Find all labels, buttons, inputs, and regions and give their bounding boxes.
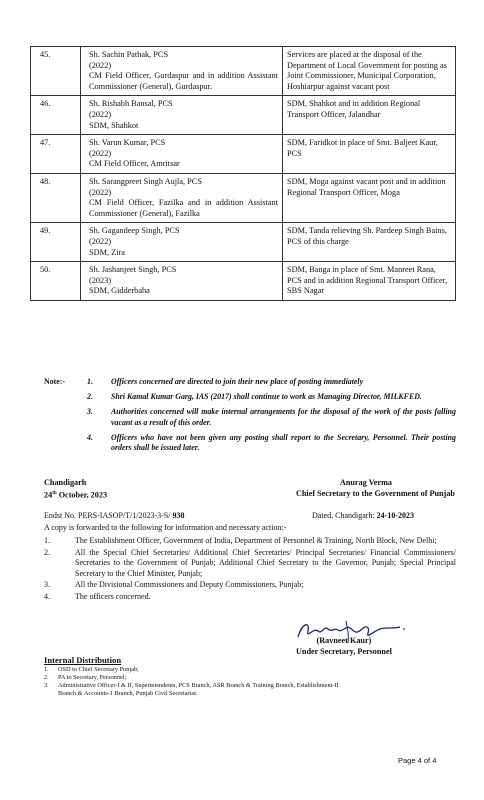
posting-details: SDM, Faridkot in place of Smt. Baljeet Kaur, PCS: [283, 135, 456, 174]
row-number: 45.: [31, 47, 81, 96]
officer-details: [81, 96, 283, 135]
posting-row: [31, 135, 456, 174]
officer-details: [81, 262, 283, 301]
notes-section: [44, 377, 456, 458]
note-number: 4.: [87, 432, 93, 442]
officer-line: SDM, Gidderbaha: [89, 286, 150, 296]
officer-line: (2022): [89, 187, 112, 197]
posting-row: [31, 96, 456, 135]
endst-number: 938: [172, 511, 185, 520]
under-secretary-signoff: [296, 635, 392, 657]
note-label: Note:-: [44, 377, 66, 386]
row-number: 47.: [31, 135, 81, 174]
internal-distribution-heading: Internal Distribution: [44, 655, 122, 665]
note-text: Officers who have not been given any posting shall report to the Secretary, Personnel. Their posting orders shall be issued later.: [111, 432, 456, 453]
officer-line: Sh. Rishabh Bansal, PCS: [89, 99, 173, 109]
posting-details: SDM, Banga in place of Smt. Manreet Rana, PCS and in addition Regional Transport Officer, SBS Nagar: [283, 262, 456, 301]
row-number: 46.: [31, 96, 81, 135]
endorsement-line: [44, 510, 456, 521]
officer-details: [81, 135, 283, 174]
officer-line: Sh. Sarangpreet Singh Aujla, PCS: [89, 176, 202, 186]
page-number: Page 4 of 4: [398, 756, 437, 765]
internal-item: 2. PA to Secretary, Personnel;: [44, 674, 127, 681]
place-date: [44, 477, 107, 501]
officer-line: Sh. Jashanjeet Singh, PCS: [89, 265, 177, 275]
posting-row: [31, 173, 456, 222]
postings-table: [30, 46, 456, 301]
officer-details: [81, 47, 283, 96]
place: Chandigarh: [44, 478, 87, 487]
posting-details: Services are placed at the disposal of the Department of Local Government for posting as Joint Commissioner, Municipal Corporation, Hoshiarpur against vacant post: [283, 47, 456, 96]
note-item: [44, 433, 456, 453]
officer-line: CM Field Officer, Fazilka and in addition Assistant Commissioner (General), Fazilka: [89, 198, 278, 218]
copy-intro: A copy is forwarded to the following for information and necessary action:-: [44, 523, 287, 532]
endst-prefix: Endst No. PERS-IASOP/T/1/2023-3-S/: [44, 511, 173, 520]
posting-details: SDM, Tanda relieving Sh. Pardeep Singh Bains, PCS of this charge: [283, 223, 456, 262]
distribution-item: 2. All the Special Chief Secretaries/ Additional Chief Secretaries/ Principal Secretaries/ Financial Commissioners/ Secretaries to the Government of Punjab; Additional Chief Secretary to the Governor, Punjab; Special Principal Secretary to the Chief Minister, Punjab;: [44, 547, 456, 578]
officer-line: SDM, Shahkot: [89, 120, 139, 130]
officer-line: (2023): [89, 275, 112, 285]
distribution-item: 3. All the Divisional Commissioners and Deputy Commissioners, Punjab;: [44, 580, 304, 589]
officer-line: SDM, Zira: [89, 247, 125, 257]
officer-line: Sh. Sachin Pathak, PCS: [89, 50, 169, 59]
officer-line: Sh. Gagandeep Singh, PCS: [89, 226, 180, 236]
note-text: Officers concerned are directed to join their new place of posting immediately: [111, 377, 364, 386]
officer-line: (2022): [89, 109, 112, 119]
posting-row: [31, 47, 456, 96]
signatory-name: Anurag Verma: [339, 478, 392, 487]
officer-line: CM Field Officer, Gurdaspur and in addition Assistant Commissioner (General), Gurdaspur.: [89, 71, 278, 91]
note-text: Authorities concerned will make internal arrangements for the disposal of the work of the posts falling vacant as a result of this order.: [111, 407, 456, 427]
officer-line: Sh. Varun Kumar, PCS: [89, 138, 166, 148]
signatory-designation: Chief Secretary to the Government of Punjab: [295, 489, 455, 498]
posting-details: SDM, Shahkot and in addition Regional Transport Officer, Jalandhar: [283, 96, 456, 135]
under-secretary-name: (Ravneet Kaur): [316, 636, 372, 645]
row-number: 50.: [31, 262, 81, 301]
internal-item: 1. OSD to Chief Secretary Punjab;: [44, 666, 139, 673]
posting-row: [31, 223, 456, 262]
officer-details: [81, 173, 283, 222]
note-number: 2.: [87, 392, 93, 402]
officer-line: CM Field Officer, Amritsar: [89, 159, 180, 169]
internal-item: 3. Administrative Officer-I & II, Superintendents, PCS Branch, ASR Branch & Training Branch, Establishment-II Branch & Accounts-1 Branch, Punjab Civil Secretariat.: [44, 682, 339, 697]
note-text: Shri Kamal Kumar Garg, IAS (2017) shall continue to work as Managing Director, MILKFED.: [111, 392, 422, 402]
officer-details: [81, 223, 283, 262]
note-number: 1.: [87, 377, 93, 386]
row-number: 48.: [31, 173, 81, 222]
internal-distribution-list: [44, 666, 344, 698]
officer-line: (2022): [89, 148, 112, 158]
row-number: 49.: [31, 223, 81, 262]
note-number: 3.: [87, 407, 93, 417]
distribution-item: 4. The officers concerned.: [44, 591, 151, 601]
endst-dated: Dated, Chandigarh: 24-10-2023: [312, 511, 414, 520]
distribution-list: [44, 536, 456, 603]
distribution-item: 1. The Establishment Officer, Government of India, Department of Personnel & Training, North Block, New Delhi;: [44, 536, 437, 545]
officer-line: (2022): [89, 60, 112, 70]
posting-details: SDM, Moga against vacant post and in addition Regional Transport Officer, Moga: [283, 173, 456, 222]
note-item: [44, 377, 456, 387]
note-item: [44, 407, 456, 427]
note-item: [44, 392, 456, 402]
under-secretary-designation: Under Secretary, Personnel: [296, 647, 392, 656]
chief-secretary-signoff: [296, 477, 455, 499]
posting-row: [31, 262, 456, 301]
officer-line: (2022): [89, 236, 112, 246]
order-date: 24th October, 2023: [44, 490, 108, 500]
